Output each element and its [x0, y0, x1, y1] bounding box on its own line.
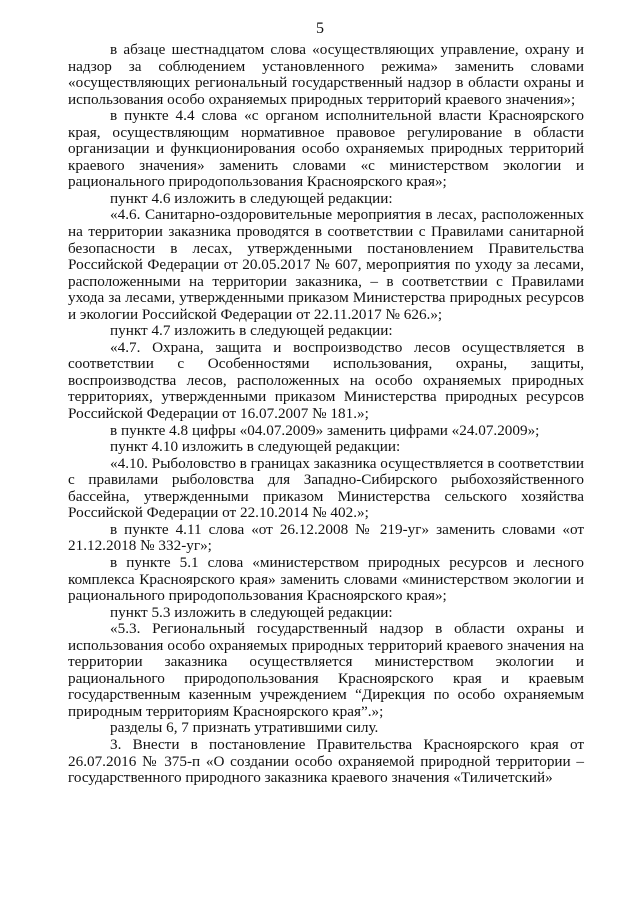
paragraph: пункт 4.7 изложить в следующей редакции: [110, 322, 393, 340]
paragraph: пункт 4.10 изложить в следующей редакции: [110, 438, 401, 456]
paragraph: пункт 5.3 изложить в следующей редакции: [110, 603, 393, 621]
paragraph: в пункте 4.11 слова «от 26.12.2008 № 219-уг» заменить словами «от 21.12.2018 № 332-уг»; [68, 520, 584, 555]
paragraph: «5.3. Региональный государственный надзор в области охраны и использования особо охраняемых природных территорий краевого значения на территории заказника осуществляется министерством экологии и рационального природопользования Красноярского края и краевым государственным казенным учреждением “Дирекция по особо охраняемым природным территориям Красноярского края”.»; [68, 620, 584, 720]
paragraph: 3. Внести в постановление Правительства Красноярского края от 26.07.2016 № 375-п «О создании особо охраняемой природной территории – государственного природного заказника краевого значения «Тиличетский» [68, 735, 584, 787]
paragraph: «4.10. Рыболовство в границах заказника осуществляется в соответствии с правилами рыболовства для Западно-Сибирского рыбохозяйственного бассейна, утвержденными приказом Министерства сельского хозяйства Российской Федерации от 22.10.2014 № 402.»; [68, 454, 584, 522]
paragraph: в пункте 4.8 цифры «04.07.2009» заменить цифрами «24.07.2009»; [110, 421, 540, 439]
paragraph: «4.6. Санитарно-оздоровительные мероприятия в лесах, расположенных на территории заказника проводятся в соответствии с Правилами санитарной безопасности в лесах, утвержденными постановлением Правительства Российской Федерации от 20.05.2017 № 607, мероприятия по уходу за лесами, расположенными на территории заказника, – в соответствии с Правилами ухода за лесами, утвержденными приказом Министерства природных ресурсов и экологии Российской Федерации от 22.11.2017 № 626.»; [68, 206, 584, 323]
paragraph: пункт 4.6 изложить в следующей редакции: [110, 189, 393, 207]
document-body [68, 42, 584, 787]
paragraph: в абзаце шестнадцатом слова «осуществляющих управление, охрану и надзор за соблюдением установленного режима» заменить словами «осуществляющих региональный государственный надзор в области охраны и использования особо охраняемых природных территорий краевого значения»; [68, 41, 584, 108]
paragraph: «4.7. Охрана, защита и воспроизводство лесов осуществляется в соответствии с Особенностями использования, охраны, защиты, воспроизводства лесов, расположенных на особо охраняемых природных территориях, утвержденными приказом Министерства природных ресурсов Российской Федерации от 16.07.2007 № 181.»; [68, 338, 584, 423]
page-number: 5 [316, 20, 324, 37]
paragraph: в пункте 5.1 слова «министерством природных ресурсов и лесного комплекса Красноярского края» заменить словами «министерством экологии и рационального природопользования Красноярского края»; [68, 553, 584, 605]
paragraph: разделы 6, 7 признать утратившими силу. [110, 719, 379, 737]
paragraph: в пункте 4.4 слова «с органом исполнительной власти Красноярского края, осуществляющим нормативное правовое регулирование в области организации и функционирования особо охраняемых природных территорий краевого значения» заменить словами «с министерством экологии и рационального природопользования Красноярского края»; [68, 107, 584, 191]
